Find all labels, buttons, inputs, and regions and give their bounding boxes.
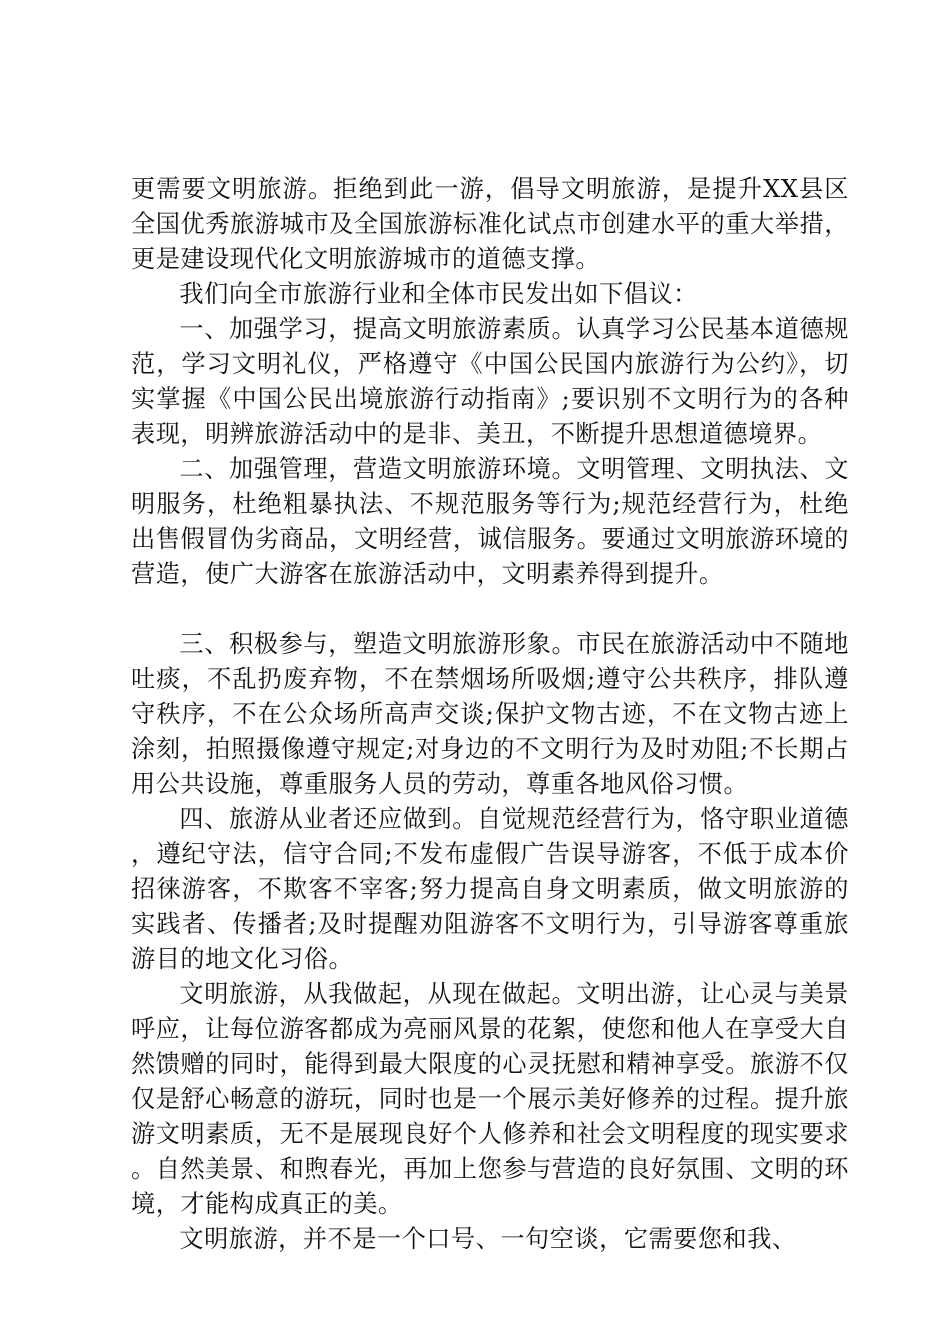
paragraph-summary: 文明旅游，从我做起，从现在做起。文明出游，让心灵与美景呼应，让每位游客都成为亮丽风景的花絮，使您和他人在享受大自然馈赠的同时，能得到最大限度的心灵抚慰和精神享受。旅游不仅仅是舒心畅意的游玩，同时也是一个展示美好修养的过程。提升旅游文明素质，无不是展现良好个人修养和社会文明程度的现实要求。自然美景、和煦春光，再加上您参与营造的良好氛围、文明的环境，才能构成真正的美。: [131, 980, 849, 1218]
paragraph-item-1: 一、加强学习，提高文明旅游素质。认真学习公民基本道德规范，学习文明礼仪，严格遵守《中国公民国内旅游行为公约》，切实掌握《中国公民出境旅游行动指南》;要识别不文明行为的各种表现，明辨旅游活动中的是非、美丑，不断提升思想道德境界。: [131, 315, 849, 448]
paragraph-continuation: 更需要文明旅游。拒绝到此一游，倡导文明旅游，是提升XX县区全国优秀旅游城市及全国旅游标准化试点市创建水平的重大举措，更是建设现代化文明旅游城市的道德支撑。: [131, 175, 849, 273]
paragraph-proposal-intro: 我们向全市旅游行业和全体市民发出如下倡议：: [179, 280, 698, 308]
paragraph-closing: 文明旅游，并不是一个口号、一句空谈，它需要您和我、: [179, 1225, 797, 1253]
paragraph-item-4: 四、旅游从业者还应做到。自觉规范经营行为，恪守职业道德，遵纪守法，信守合同;不发布虚假广告误导游客，不低于成本价招徕游客，不欺客不宰客;努力提高自身文明素质，做文明旅游的实践者、传播者;及时提醒劝阻游客不文明行为，引导游客尊重旅游目的地文化习俗。: [131, 805, 849, 973]
document-body: [131, 172, 849, 1257]
paragraph-item-3: 三、积极参与，塑造文明旅游形象。市民在旅游活动中不随地吐痰，不乱扔废弃物，不在禁烟场所吸烟;遵守公共秩序，排队遵守秩序，不在公众场所高声交谈;保护文物古迹，不在文物古迹上涂刻，拍照摄像遵守规定;对身边的不文明行为及时劝阻;不长期占用公共设施，尊重服务人员的劳动，尊重各地风俗习惯。: [131, 630, 849, 798]
paragraph-item-2: 二、加强管理，营造文明旅游环境。文明管理、文明执法、文明服务，杜绝粗暴执法、不规范服务等行为;规范经营行为，杜绝出售假冒伪劣商品，文明经营，诚信服务。要通过文明旅游环境的营造，使广大游客在旅游活动中，文明素养得到提升。: [131, 455, 849, 588]
